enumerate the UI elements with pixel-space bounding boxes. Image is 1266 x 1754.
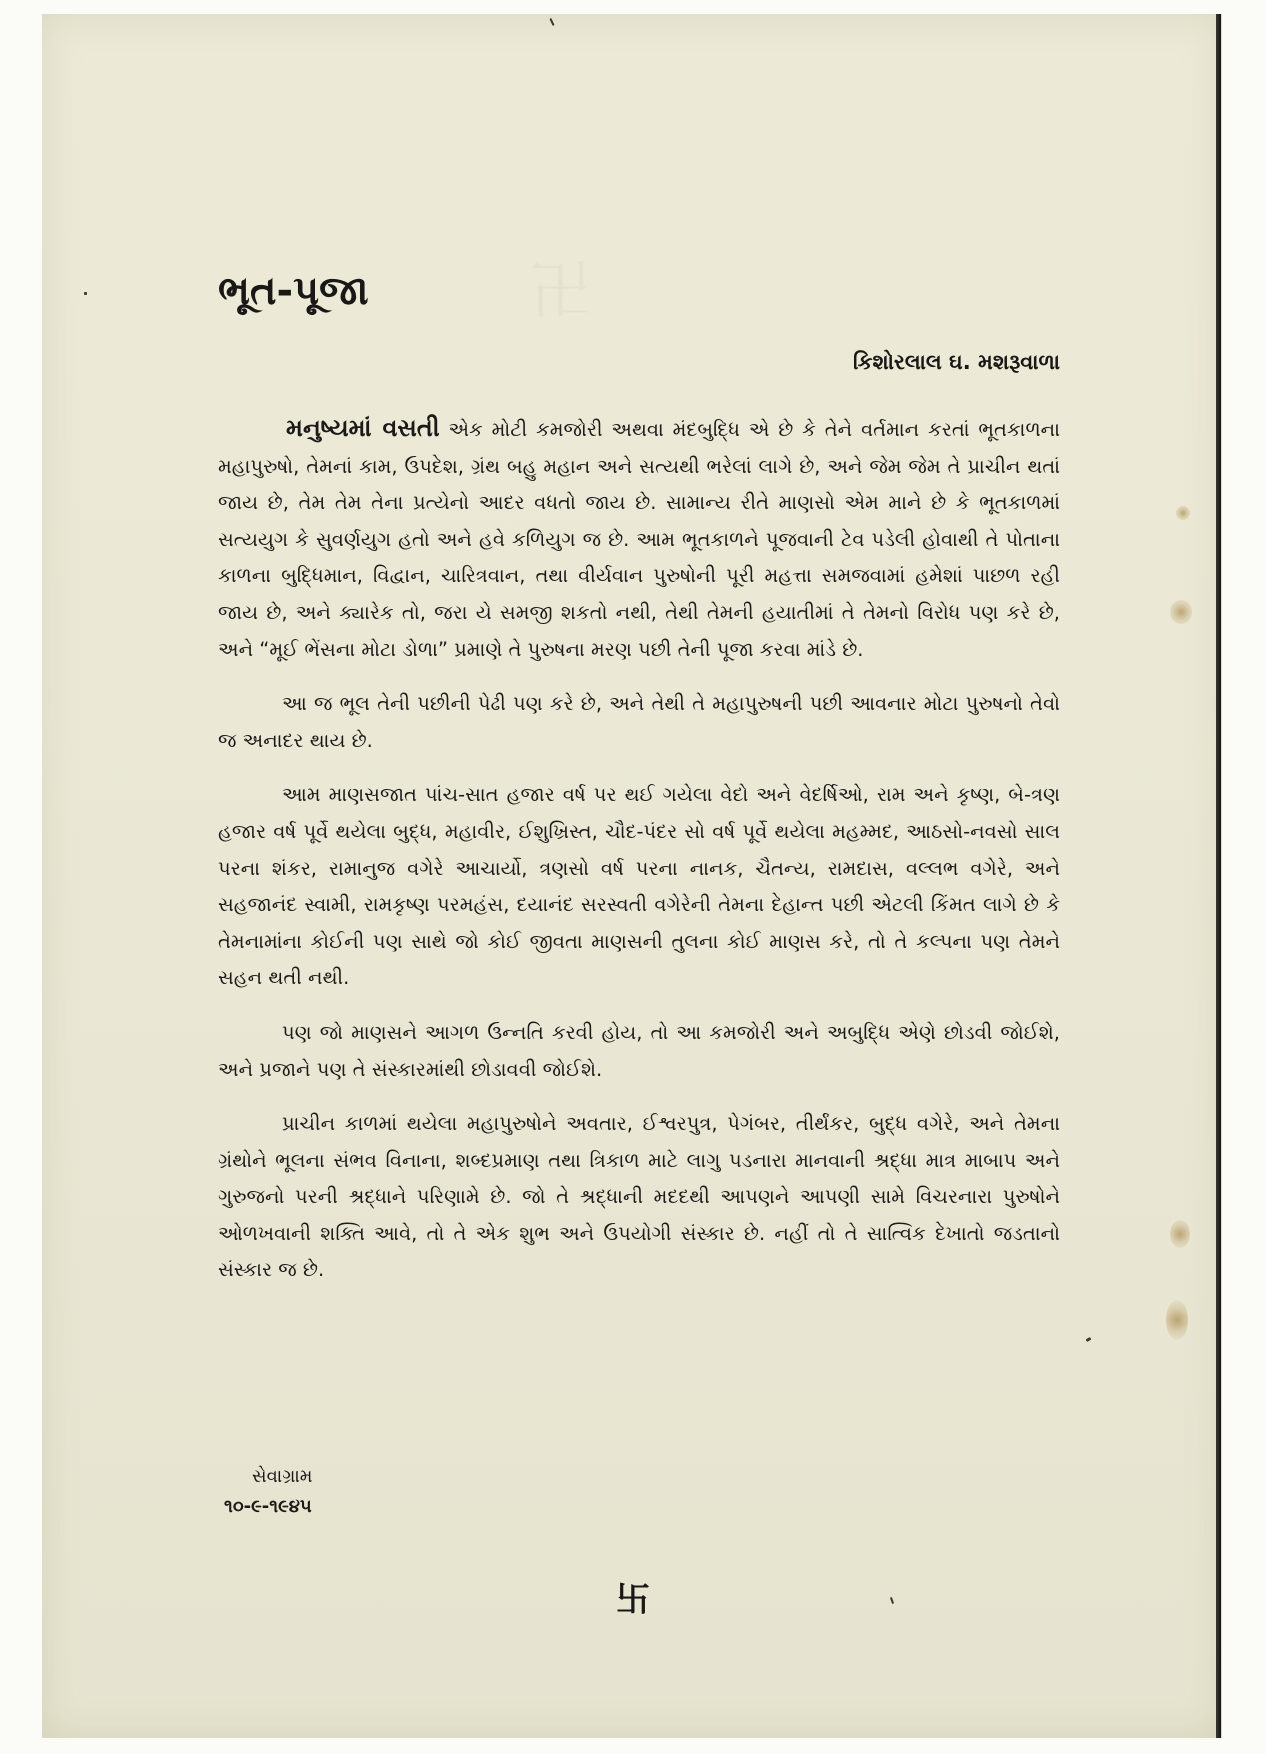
paragraph xyxy=(218,777,1060,997)
paragraph xyxy=(218,686,1060,759)
paragraph xyxy=(218,410,1060,668)
paragraph xyxy=(218,1106,1060,1289)
paragraph-text: એક મોટી કમજોરી અથવા મંદબુદ્ધિ એ છે કે તેને વર્તમાન કરતાં ભૂતકાળના મહાપુરુષો, તેમનાં કામ, ઉપદેશ, ગ્રંથ બહુ મહાન અને સત્યથી ભરેલાં લાગે છે, અને જેમ જેમ તે પ્રાચીન થતાં જાય છે, તેમ તેમ તેના પ્રત્યેનો આદર વધતો જાય છે. સામાન્ય રીતે માણસો એમ માને છે કે ભૂતકાળમાં સત્યયુગ કે સુવર્ણયુગ હતો અને હવે કળિયુગ જ છે. આમ ભૂતકાળને પૂજવાની ટેવ પડેલી હોવાથી તે પોતાના કાળના બુદ્ધિમાન, વિદ્વાન, ચારિત્રવાન, તથા વીર્યવાન પુરુષોની પૂરી મહત્તા સમજવામાં હમેશાં પાછળ રહી જાય છે, અને ક્યારેક તો, જરા યે સમજી શકતો નથી, તેથી તેમની હયાતીમાં તે તેમનો વિરોધ પણ કરે છે, અને “મૂઈ ભેંસના મોટા ડોળા” પ્રમાણે તે પુરુષના મરણ પછી તેની પૂજા કરવા માંડે છે. xyxy=(218,418,1060,661)
date-signature: ૧૦-૯-૧૯૪૫ xyxy=(224,1496,312,1517)
paper-stain xyxy=(1166,1300,1188,1340)
paper-stain xyxy=(1170,1220,1190,1248)
bleed-through-text: 卐 xyxy=(520,255,592,329)
article-body xyxy=(218,410,1060,1307)
paragraph-text: પ્રાચીન કાળમાં થયેલા મહાપુરુષોને અવતાર, ઈશ્વરપુત્ર, પેગંબર, તીર્થંકર, બુદ્ધ વગેરે, અને તેમના ગ્રંથોને ભૂલના સંભવ વિનાના, શબ્દપ્રમાણ તથા ત્રિકાળ માટે લાગુ પડનારા માનવાની શ્રદ્ધા માત્ર માબાપ અને ગુરુજનો પરની શ્રદ્ધાને પરિણામે છે. જો તે શ્રદ્ધાની મદદથી આપણને આપણી સામે વિચરનારા પુરુષોને ઓળખવાની શક્તિ આવે, તો તે એક શુભ અને ઉપયોગી સંસ્કાર છે. નહીં તો તે સાત્વિક દેખાતો જડતાનો સંસ્કાર જ છે. xyxy=(218,1112,1060,1282)
paper-stain xyxy=(1176,506,1190,520)
paragraph-lead: મનુષ્યમાં વસતી xyxy=(286,414,440,442)
binding-edge xyxy=(1216,14,1221,1738)
ink-speck xyxy=(84,292,87,295)
swastika-icon: 卐 xyxy=(616,1580,650,1620)
paragraph xyxy=(218,1015,1060,1088)
place-signature: સેવાગ્રામ xyxy=(252,1466,313,1487)
paragraph-text: આ જ ભૂલ તેની પછીની પેઢી પણ કરે છે, અને તેથી તે મહાપુરુષની પછી આવનાર મોટા પુરુષનો તેવો જ અનાદર થાય છે. xyxy=(218,692,1060,752)
page-title: ભૂત-પૂજા xyxy=(218,268,369,314)
paragraph-text: પણ જો માણસને આગળ ઉન્નતિ કરવી હોય, તો આ કમજોરી અને અબુદ્ધિ એણે છોડવી જોઈશે, અને પ્રજાને પણ તે સંસ્કારમાંથી છોડાવવી જોઈશે. xyxy=(218,1020,1060,1081)
author-name: કિશોરલાલ ઘ. મશરૂવાળા xyxy=(852,350,1060,374)
paragraph-text: આમ માણસજાત પાંચ-સાત હજાર વર્ષ પર થઈ ગયેલા વેદો અને વેદર્ષિઓ, રામ અને કૃષ્ણ, બે-ત્રણ હજાર વર્ષ પૂર્વે થયેલા બુદ્ધ, મહાવીર, ઈશુખ્રિસ્ત, ચૌદ-પંદર સો વર્ષ પૂર્વે થયેલા મહમ્મદ, આઠસો-નવસો સાલ પરના શંકર, રામાનુજ વગેરે આચાર્યો, ત્રણસો વર્ષ પરના નાનક, ચૈતન્ય, રામદાસ, વલ્લભ વગેરે, અને સહજાનંદ સ્વામી, રામકૃષ્ણ પરમહંસ, દયાનંદ સરસ્વતી વગેરેની તેમના દેહાન્ત પછી એટલી કિંમત લાગે છે કે તેમનામાંના કોઈની પણ સાથે જો કોઈ જીવતા માણસની તુલના કોઈ માણસ કરે, તો તે કલ્પના પણ તેમને સહન થતી નથી. xyxy=(218,783,1060,990)
paper-stain xyxy=(1170,600,1192,624)
